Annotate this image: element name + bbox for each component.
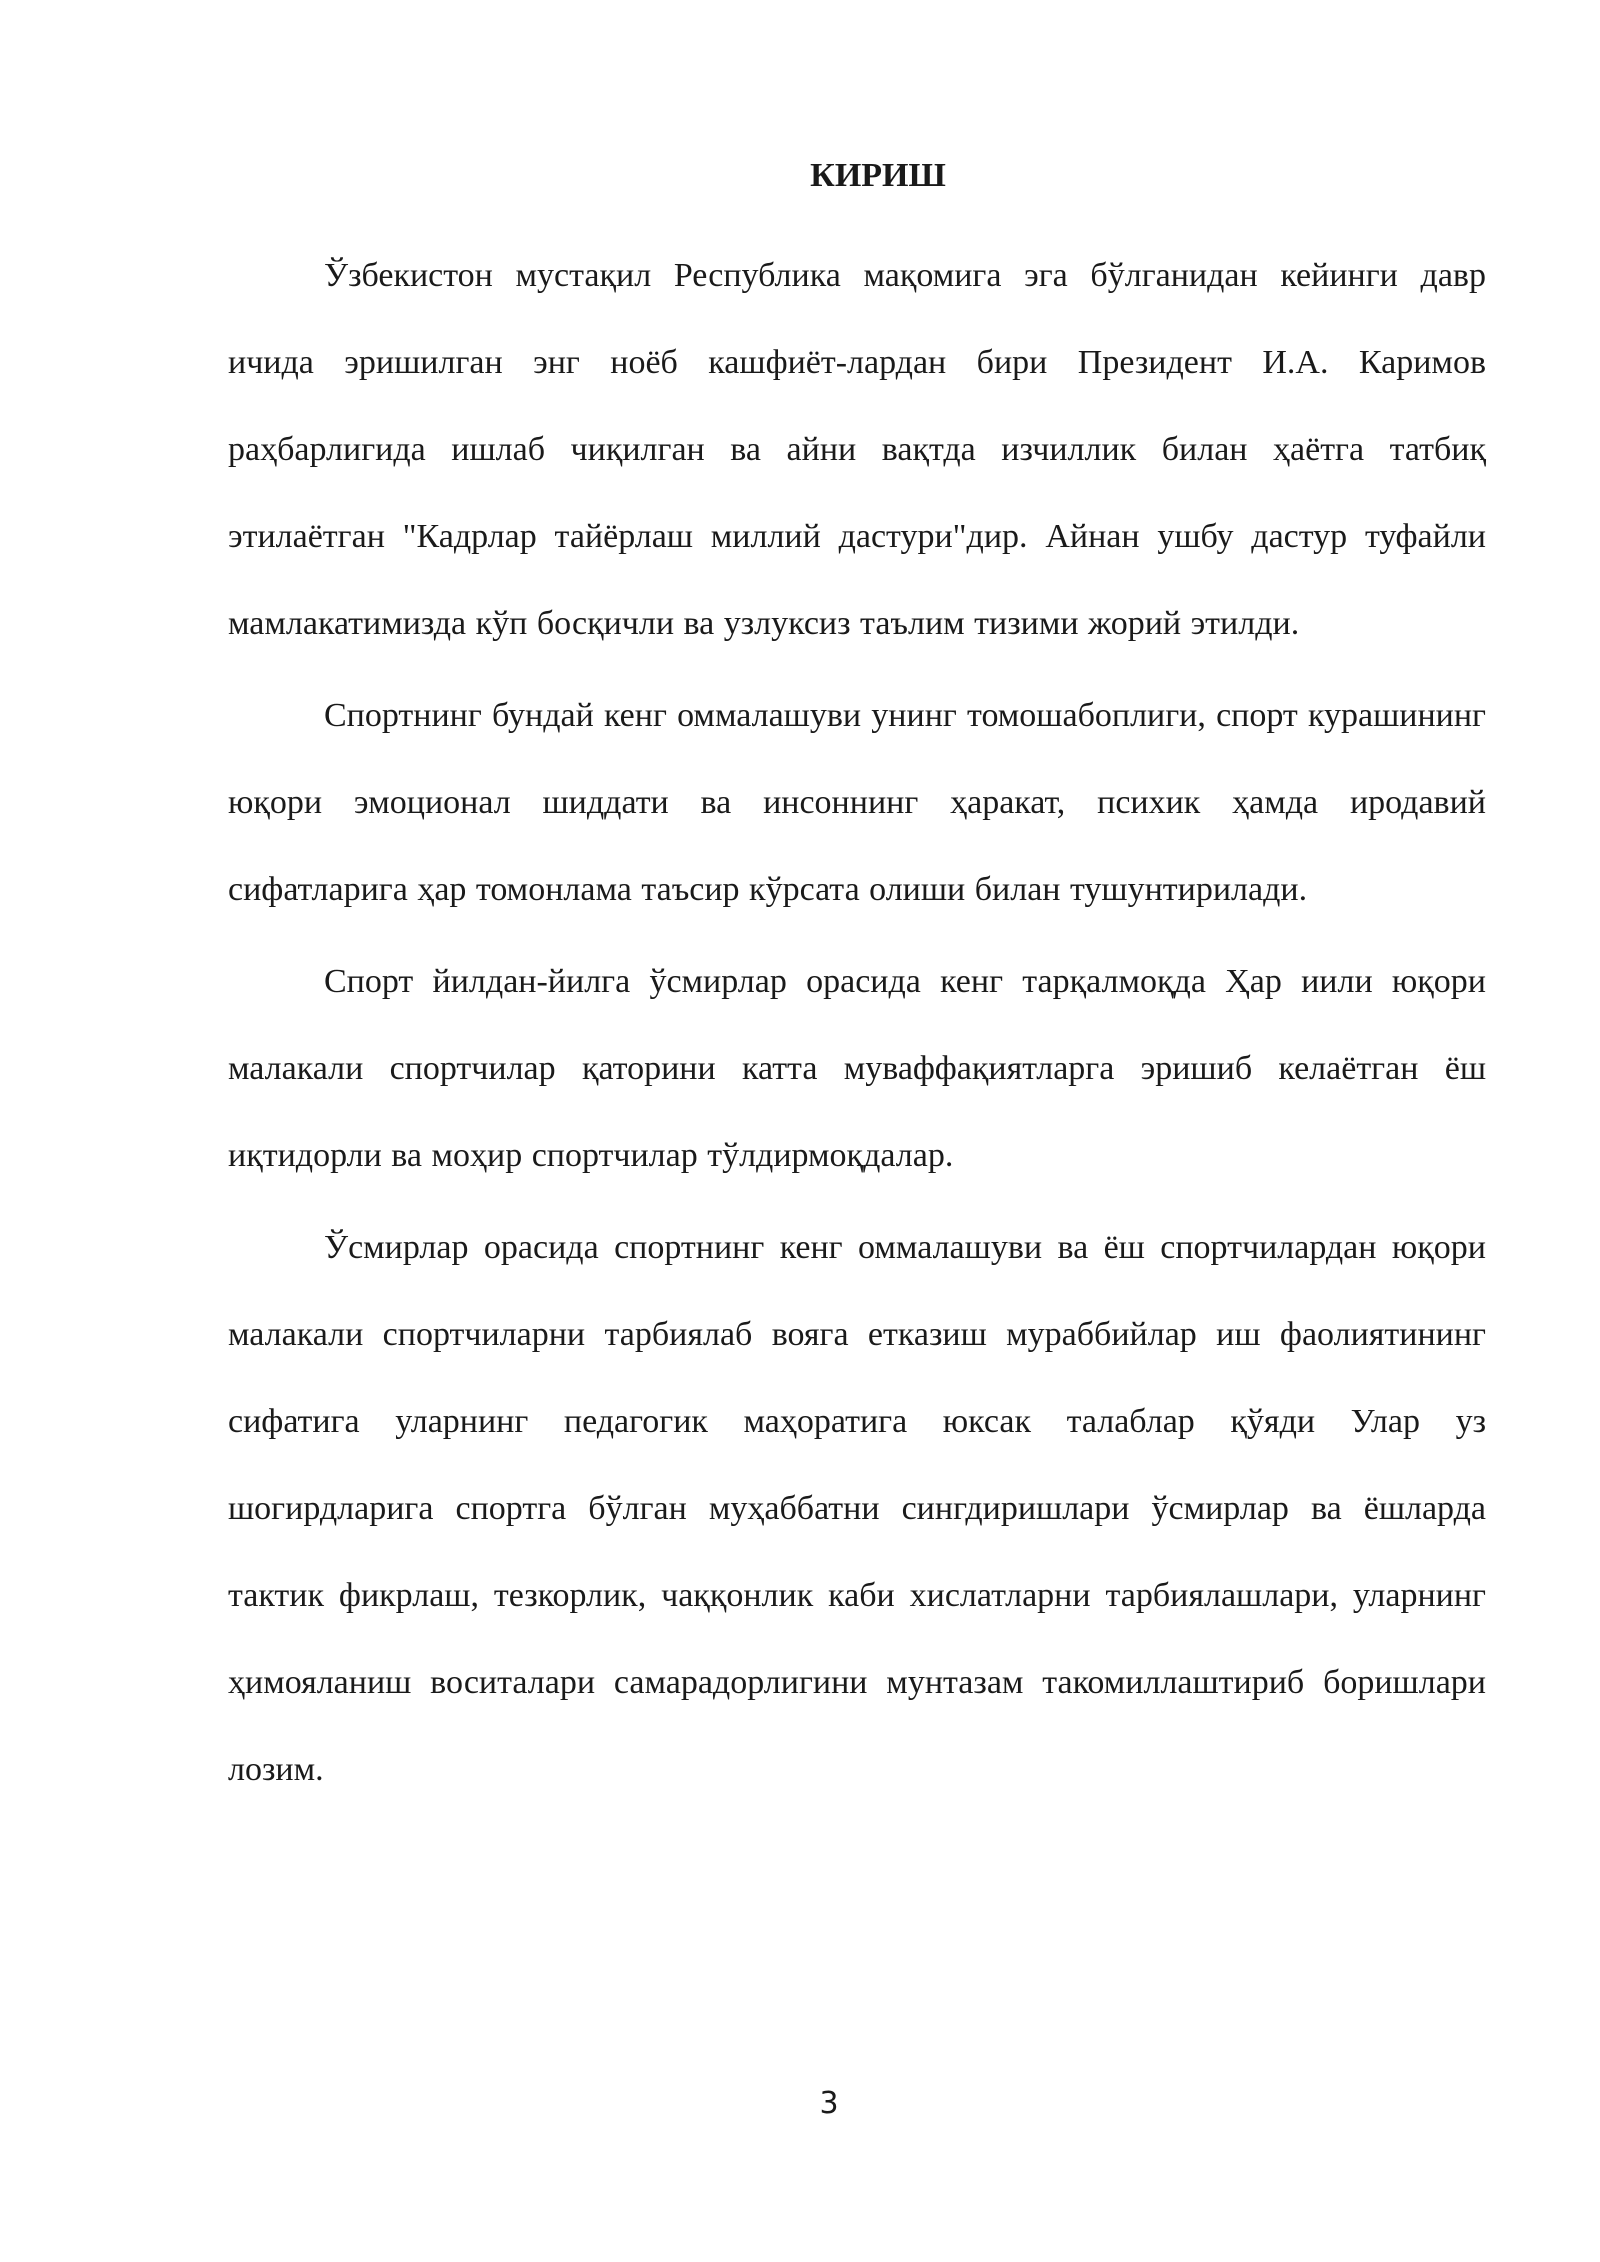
- page-title: КИРИШ: [810, 157, 946, 194]
- paragraph-2: Спортнинг бундай кенг оммалашуви унинг томошабоплиги, спорт курашининг юқори эмоционал шиддати ва инсоннинг ҳаракат, психик ҳамда иродавий сифатларига ҳар томонлама таъсир кўрсата олиши билан тушунтирилади.: [228, 697, 1486, 908]
- paragraph-3: Спорт йилдан-йилга ўсмирлар орасида кенг тарқалмоқда Ҳар иили юқори малакали спортчилар қаторини катта муваффақиятларга эришиб келаётган ёш иқтидорли ва моҳир спортчилар тўлдирмоқдалар.: [228, 963, 1486, 1174]
- paragraph-1: Ўзбекистон мустақил Республика мақомига эга бўлганидан кейинги давр ичида эришилган энг ноёб кашфиёт-лардан бири Президент И.А. Каримов раҳбарлигида ишлаб чиқилган ва айни вақтда изчиллик билан ҳаётга татбиқ этилаётган "Кадрлар тайёрлаш миллий дастури"дир. Айнан ушбу дастур туфайли мамлакатимизда кўп босқичли ва узлуксиз таълим тизими жорий этилди.: [228, 257, 1486, 642]
- page-body: [228, 146, 1486, 1818]
- paragraph-4: Ўсмирлар орасида спортнинг кенг оммалашуви ва ёш спортчилардан юқори малакали спортчиларни тарбиялаб вояга етказиш мураббийлар иш фаолиятининг сифатига уларнинг педагогик маҳоратига юксак талаблар қўяди Улар уз шогирдларига спортга бўлган муҳаббатни сингдиришлари ўсмирлар ва ёшларда тактик фикрлаш, тезкорлик, чаққонлик каби хислатларни тарбиялашлари, уларнинг ҳимояланиш воситалари самарадорлигини мунтазам такомиллаштириб боришлари лозим.: [228, 1229, 1486, 1788]
- page-number: 3: [819, 2086, 839, 2121]
